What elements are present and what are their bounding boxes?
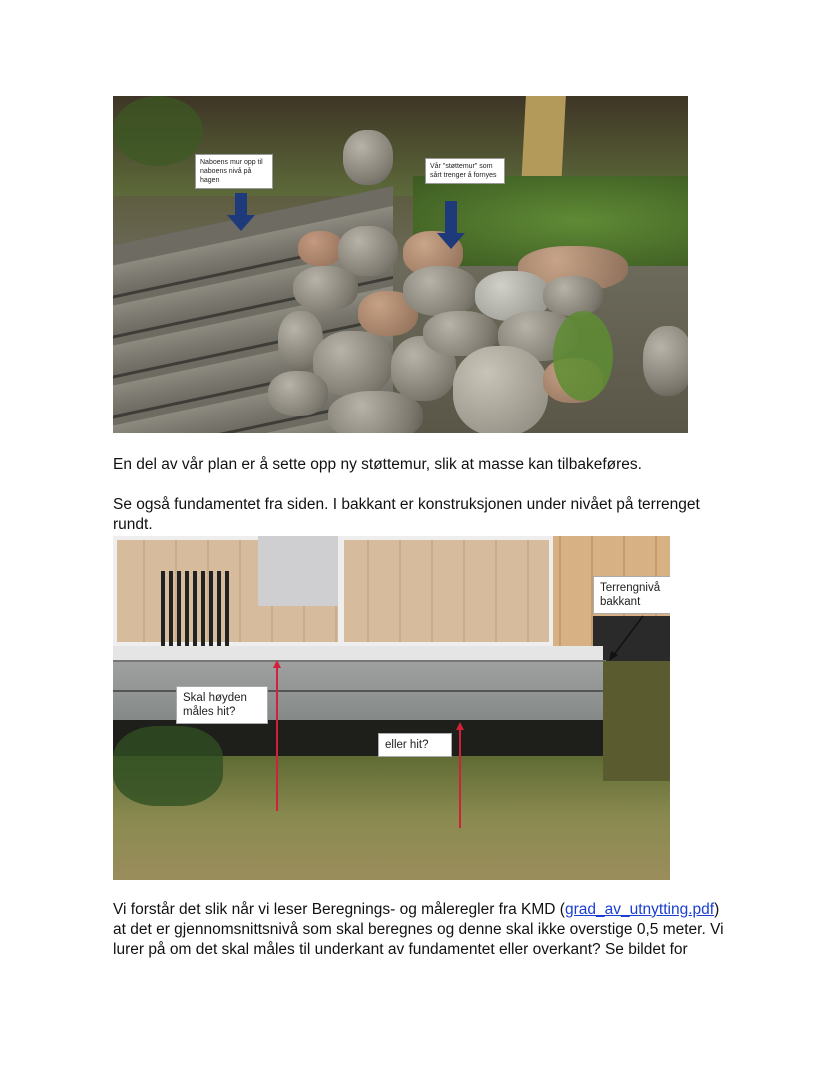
paragraph-regulation [113, 900, 733, 960]
pdf-link[interactable]: grad_av_utnytting.pdf [564, 901, 715, 918]
label-our-wall: Vår "støttemur" som sårt trenger å fornyes [425, 158, 505, 184]
measurement-arrows [113, 536, 670, 880]
label-height-question: Skal høyden måles hit? [176, 686, 268, 724]
foundation-photo [113, 536, 670, 880]
arrow-pointer-icon [613, 616, 643, 656]
label-terrain-level: Terrengnivå bakkant [593, 576, 670, 614]
paragraph-foundation: Se også fundamentet fra siden. I bakkant er konstruksjonen under nivået på terrenget rundt. [113, 496, 700, 533]
down-arrow-icon [436, 201, 466, 251]
label-neighbor-wall: Naboens mur opp til naboens nivå på hagen [195, 154, 273, 189]
retaining-wall-photo [113, 96, 688, 433]
paragraph-text: Vi forstår det slik når vi leser Beregnings- og måleregler fra KMD ( [113, 901, 565, 918]
down-arrow-icon [226, 193, 256, 233]
paragraph-plan: En del av vår plan er å sette opp ny støttemur, slik at masse kan tilbakeføres. [113, 456, 642, 473]
label-or-here: eller hit? [378, 733, 452, 757]
paragraph-text: ) at det er gjennomsnittsnivå som skal beregnes og denne skal ikke overstige 0,5 meter. Vi lurer på om det skal måles til underkant av fundamentet eller overkant? Se bildet for [113, 901, 724, 958]
